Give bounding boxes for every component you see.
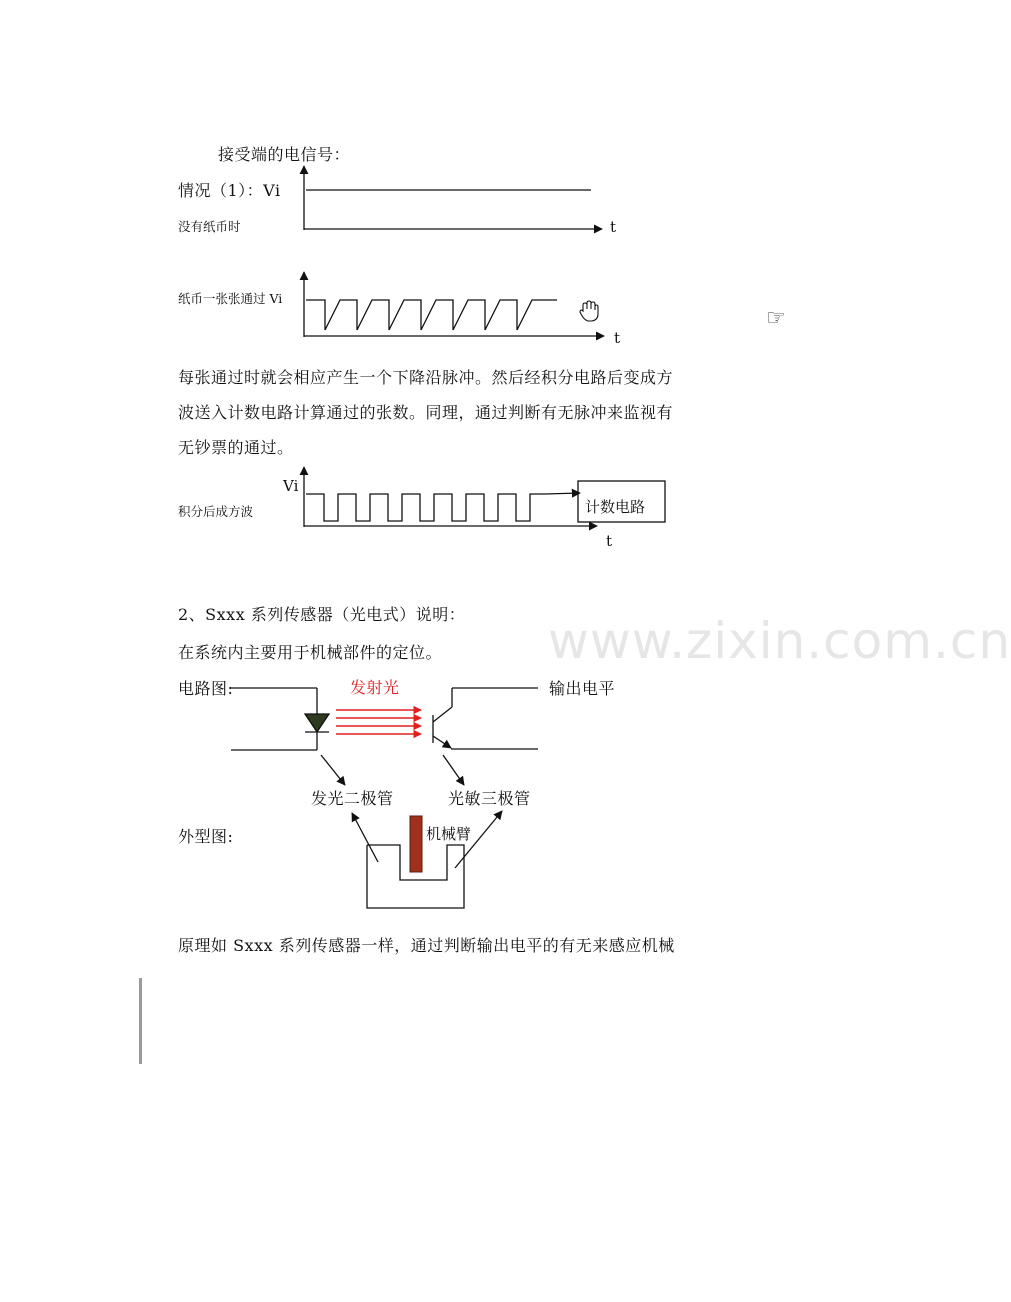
led-pointer-arrow: [321, 755, 345, 785]
square-wave-label: 积分后成方波: [178, 504, 254, 519]
watermark: www.zixin.com.cn: [548, 612, 1011, 670]
to-counter-arrow: [545, 493, 580, 494]
explanation-line-2: 波送入计数电路计算通过的张数。同理，通过判断有无脉冲来监视有: [178, 403, 674, 422]
axis-t-1: t: [610, 218, 617, 236]
case1-note: 没有纸币时: [178, 219, 241, 234]
signal-heading: 接受端的电信号：: [218, 145, 351, 164]
explanation-line-3: 无钞票的通过。: [178, 438, 294, 457]
shape-transistor-arrow: [455, 811, 502, 868]
axis-t-3: t: [606, 532, 613, 550]
transistor-pointer-arrow: [443, 755, 464, 785]
hand-cursor-icon: [580, 301, 598, 321]
phototransistor-label: 光敏三极管: [448, 789, 531, 808]
transistor-collector: [433, 707, 452, 722]
led-label: 发光二极管: [311, 789, 394, 808]
principle-text: 原理如 Sxxx 系列传感器一样，通过判断输出电平的有无来感应机械: [178, 936, 675, 955]
sawtooth-signal: [306, 300, 557, 330]
transistor-emitter: [433, 736, 451, 748]
light-rays: [336, 710, 421, 734]
counter-box-label: 计数电路: [585, 498, 646, 516]
emit-light-label: 发射光: [350, 678, 400, 697]
case2-label: 纸币一张张通过 Vi: [178, 291, 283, 306]
shape-label: 外型图:: [178, 827, 234, 846]
graph-no-paper: [304, 166, 602, 230]
graph-sawtooth: [304, 272, 604, 337]
mech-arm-label: 机械臂: [426, 825, 472, 843]
case1-label: 情况（1）：Vi: [178, 181, 281, 200]
pointing-hand-icon: ☞: [766, 306, 786, 331]
counter-box: [578, 481, 665, 522]
square-wave-signal-full: [306, 494, 545, 521]
output-level-label: 输出电平: [549, 679, 616, 698]
mechanical-arm: [410, 816, 422, 872]
sensor-shape: [352, 811, 502, 908]
led-diode-symbol: [305, 714, 329, 732]
explanation-line-1: 每张通过时就会相应产生一个下降沿脉冲。然后经积分电路后变成方: [178, 368, 674, 387]
sensor-heading: 2、Sxxx 系列传感器（光电式）说明：: [178, 605, 466, 624]
graph-square-wave: [304, 467, 665, 527]
circuit-label: 电路图:: [178, 679, 234, 698]
square-vi-label: Vi: [283, 477, 299, 495]
sensor-usage: 在系统内主要用于机械部件的定位。: [178, 643, 443, 662]
circuit-diagram: [231, 688, 538, 785]
shape-led-arrow: [352, 813, 378, 862]
axis-t-2: t: [614, 329, 621, 347]
